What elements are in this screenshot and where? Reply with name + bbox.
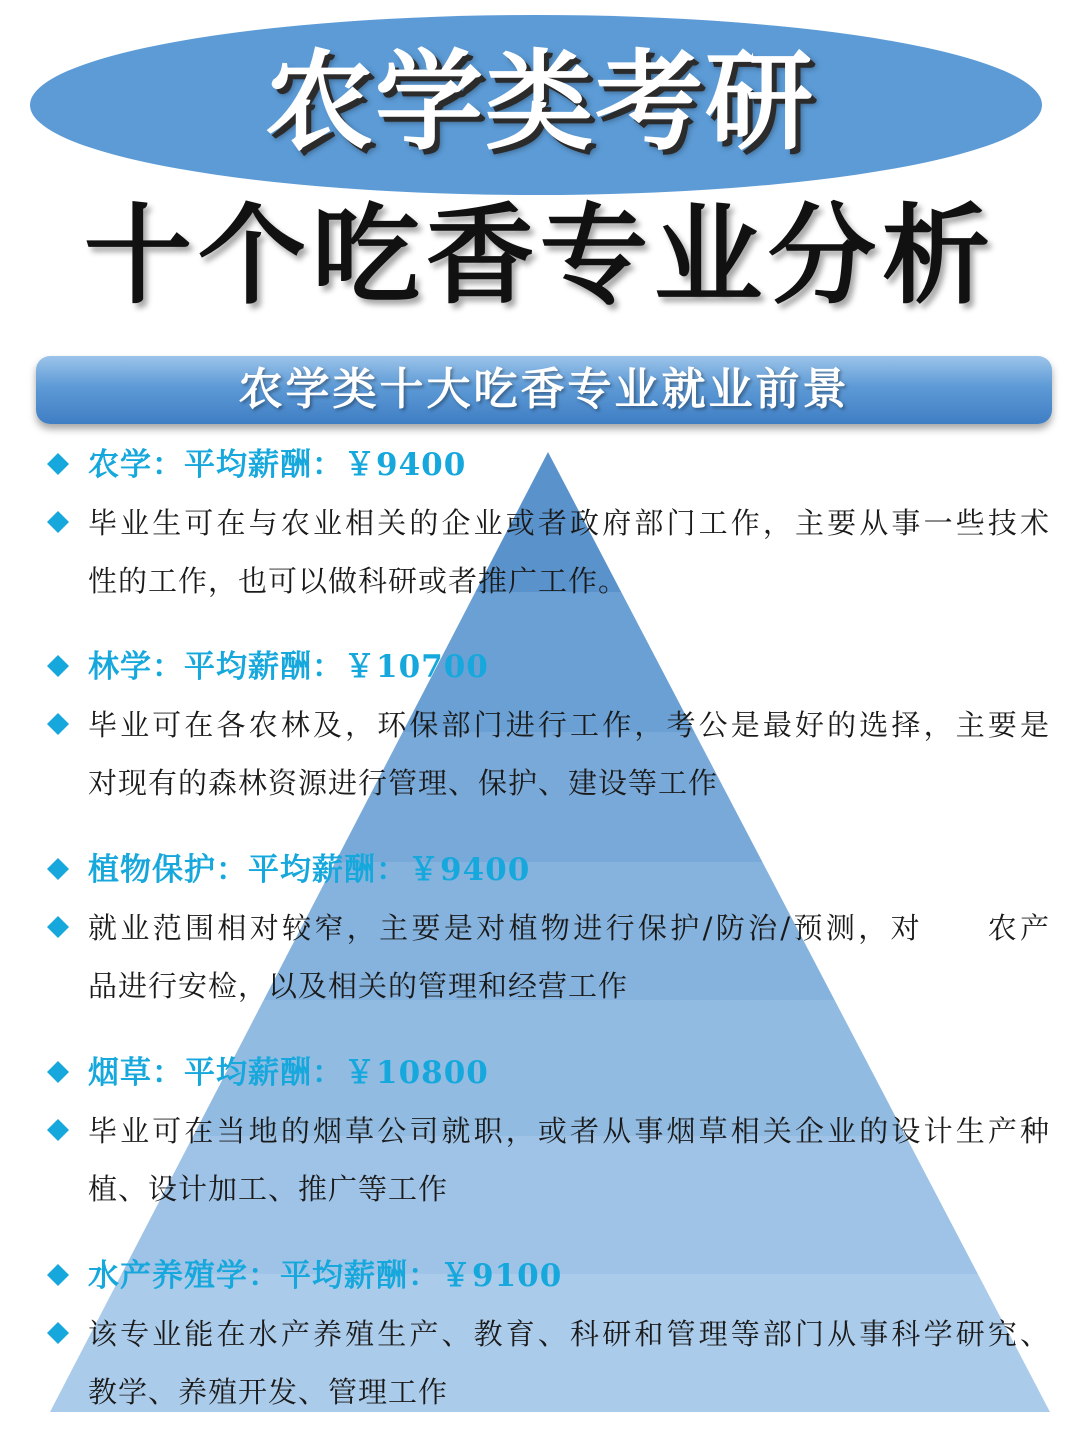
major-desc-line [0,1363,1080,1421]
diamond-icon [47,1119,69,1141]
section-header-label: 农学类十大吃香专业就业前景 [238,364,850,415]
major-heading-plant-protection [0,841,1080,899]
major-desc-line [0,1305,1080,1363]
major-heading-tobacco [0,1044,1080,1102]
page-title: 农学类考研 [264,40,815,165]
major-desc-text: 毕业生可在与农业相关的企业或者政府部门工作，主要从事一些技术 [88,506,1050,540]
page-subtitle: 十个吃香专业分析 [83,194,996,319]
major-heading-aquaculture [0,1247,1080,1305]
diamond-icon [47,453,69,475]
major-desc-line [0,899,1080,957]
diamond-icon [47,511,69,533]
diamond-icon [47,916,69,938]
major-heading-forestry [0,638,1080,696]
major-desc-text: 该专业能在水产养殖生产、教育、科研和管理等部门从事科学研究、 [88,1317,1050,1351]
diamond-icon [47,1264,69,1286]
major-heading-text: 植物保护：平均薪酬：￥9400 [88,852,531,888]
diamond-icon [47,655,69,677]
major-heading-agronomy [0,436,1080,494]
major-desc-line [0,1102,1080,1160]
diamond-icon [47,1322,69,1344]
major-heading-text: 农学：平均薪酬：￥9400 [88,447,467,483]
major-desc-line [0,696,1080,754]
diamond-icon [47,713,69,735]
major-desc-line [0,754,1080,812]
diamond-icon [47,858,69,880]
major-desc-line [0,1160,1080,1218]
diamond-icon [47,1061,69,1083]
major-heading-text: 烟草：平均薪酬：￥10800 [88,1055,489,1091]
major-desc-line [0,494,1080,552]
major-desc-text: 毕业可在当地的烟草公司就职，或者从事烟草相关企业的设计生产种 [88,1114,1050,1148]
major-heading-text: 水产养殖学：平均薪酬：￥9100 [88,1258,563,1294]
major-desc-text: 毕业可在各农林及，环保部门进行工作，考公是最好的选择，主要是 [88,708,1050,742]
major-desc-text: 性的工作，也可以做科研或者推广工作。 [88,564,629,598]
major-desc-text: 对现有的森林资源进行管理、保护、建设等工作 [88,766,719,800]
major-desc-text: 就业范围相对较窄，主要是对植物进行保护/防治/预测，对 农产 [88,911,1050,945]
major-desc-line [0,957,1080,1015]
major-heading-text: 林学：平均薪酬：￥10700 [88,649,489,685]
major-desc-text: 植、设计加工、推广等工作 [88,1172,449,1206]
major-desc-text: 教学、养殖开发、管理工作 [88,1375,449,1409]
major-desc-line [0,552,1080,610]
major-desc-text: 品进行安检，以及相关的管理和经营工作 [88,969,629,1003]
